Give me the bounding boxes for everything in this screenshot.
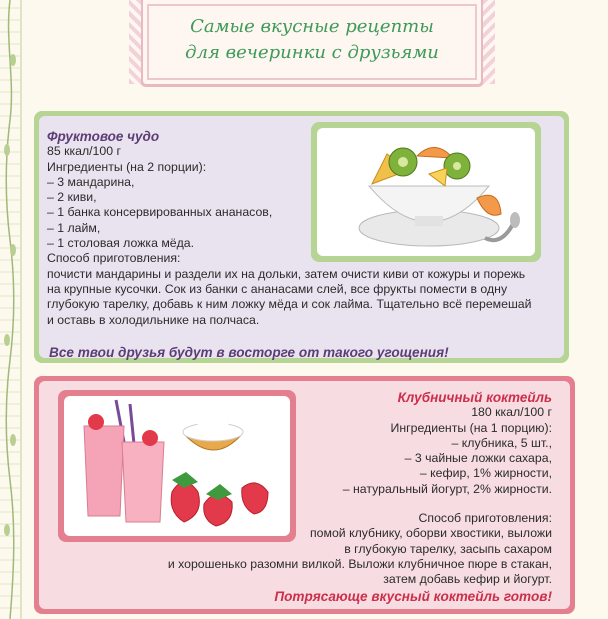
title-line-1: Самые вкусные рецепты [190, 16, 434, 37]
recipe-fruit-ingredients-label: Ингредиенты (на 2 порции): [47, 159, 207, 174]
method-line: затем добавь кефир и йогурт. [383, 572, 552, 587]
title-line-2: для вечеринки с друзьями [185, 42, 439, 63]
recipe-card-strawberry [34, 376, 575, 614]
recipe-fruit-text [47, 129, 547, 328]
method-line: и хорошенько разомни вилкой. Выложи клубничное пюре в стакан, [167, 556, 552, 571]
vine-decoration [3, 0, 17, 619]
ingredient-item: – 1 столовая ложка мёда. [47, 236, 195, 251]
recipe-strawberry-text [252, 390, 552, 497]
recipe-fruit-calories: 85 ккал/100 г [47, 144, 121, 159]
header-banner [140, 0, 484, 87]
ingredient-item: – 1 лайм, [47, 220, 101, 235]
method-line: на крупные кусочки. Сок из банки с ананасами слей, все фрукты помести в одну [47, 281, 508, 296]
recipe-strawberry-calories: 180 ккал/100 г [471, 405, 552, 420]
recipe-fruit-method-label: Способ приготовления: [47, 251, 181, 266]
method-line: помой клубнику, оборви хвостики, выложи [310, 526, 552, 541]
recipe-card-strawberry-body [39, 381, 570, 609]
ingredient-item: – 3 мандарина, [47, 174, 135, 189]
left-ornament [0, 0, 22, 619]
recipe-strawberry-closing: Потрясающе вкусный коктейль готов! [274, 589, 552, 604]
ingredient-item: – 3 чайные ложки сахара, [404, 451, 552, 466]
method-line: почисти мандарины и раздели их на дольки, затем очисти киви от кожуры и порежь [47, 266, 526, 281]
recipe-fruit-closing: Все твои друзья будут в восторге от такого угощения! [49, 345, 449, 360]
recipe-strawberry-method [112, 511, 552, 587]
ingredient-item: – натуральный йогурт, 2% жирности. [342, 481, 552, 496]
recipe-strawberry-method-label: Способ приготовления: [418, 511, 552, 525]
method-line: глубокую тарелку, добавь к ним ложку мёда и сок лайма. Тщательно всё перемешай [47, 297, 532, 312]
method-line: в глубокую тарелку, засыпь сахаром [344, 541, 552, 556]
recipe-card-fruit-body [39, 116, 564, 358]
recipe-card-fruit [34, 111, 569, 363]
ingredient-item: – 1 банка консервированных ананасов, [47, 205, 273, 220]
ingredient-item: – клубника, 5 шт., [451, 435, 552, 450]
recipe-strawberry-ingredients-label: Ингредиенты (на 1 порцию): [390, 420, 552, 435]
ingredient-item: – 2 киви, [47, 190, 97, 205]
ingredient-item: – кефир, 1% жирности, [419, 466, 552, 481]
recipe-strawberry-title: Клубничный коктейль [397, 390, 552, 405]
method-line: и оставь в холодильнике на полчаса. [47, 312, 260, 327]
recipe-fruit-title: Фруктовое чудо [47, 129, 160, 144]
page-title [143, 14, 481, 66]
